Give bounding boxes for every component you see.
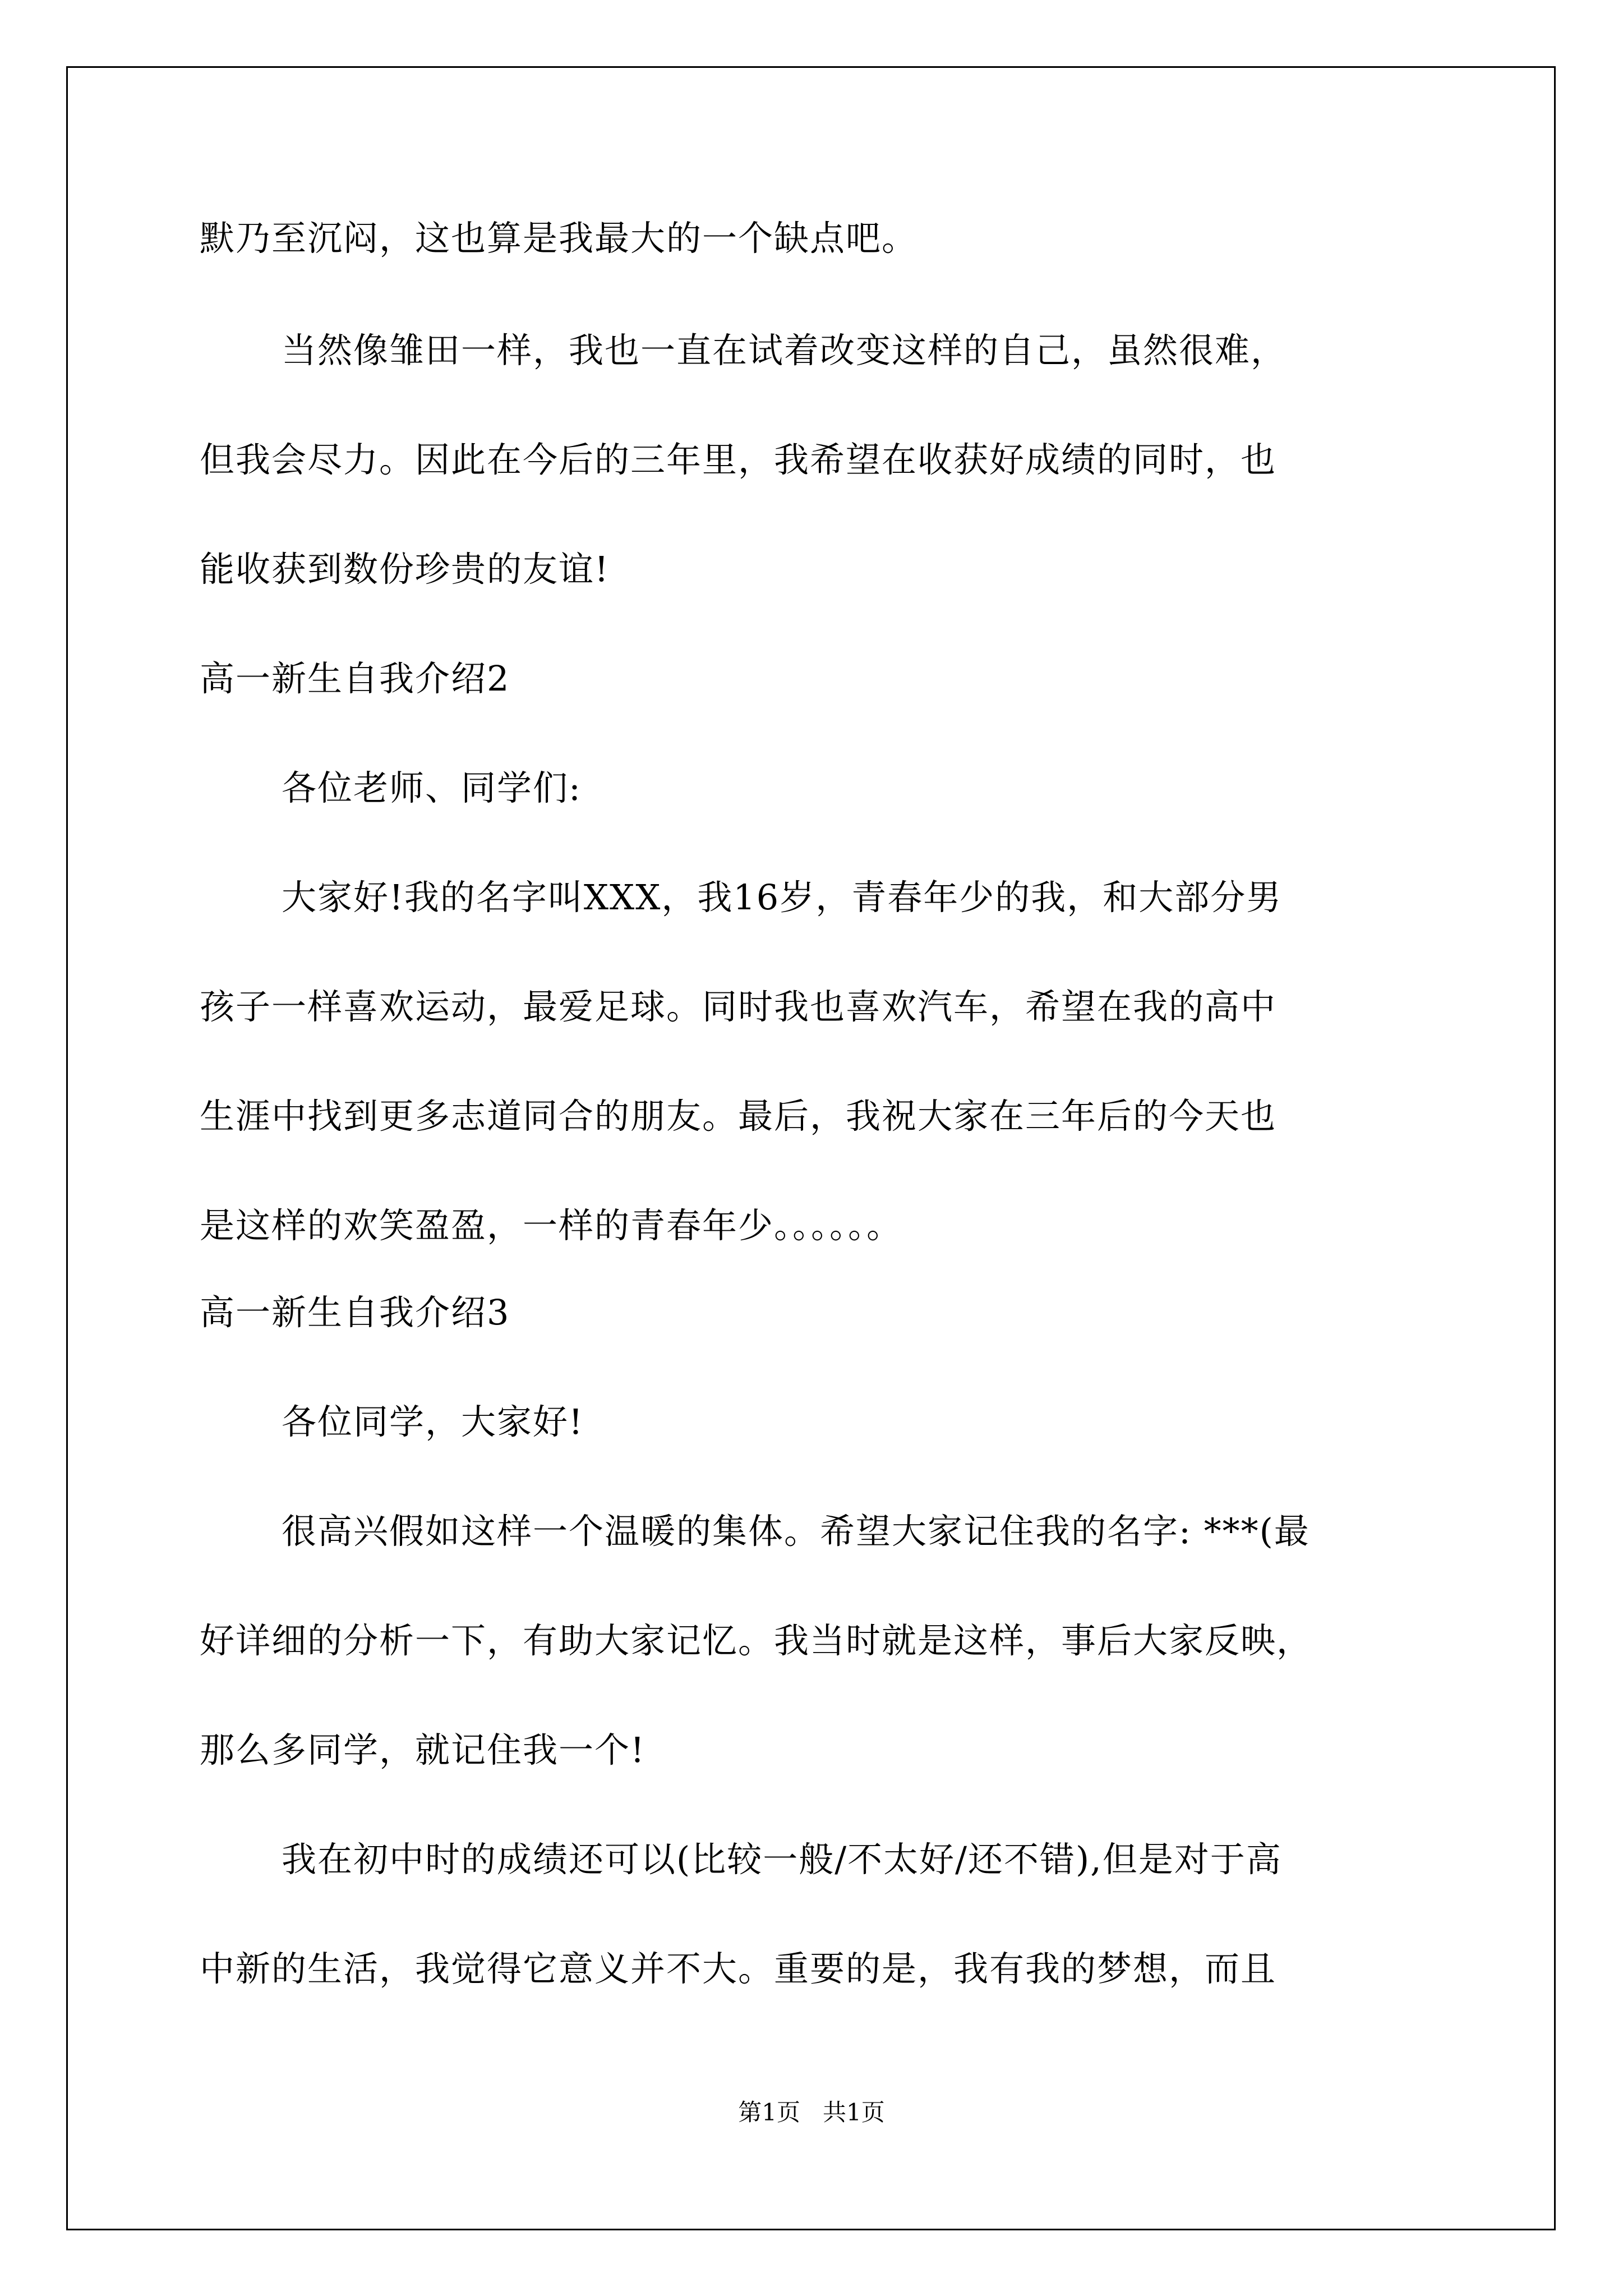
paragraph-line: 生涯中找到更多志道同合的朋友。最后，我祝大家在三年后的今天也 bbox=[200, 1096, 1277, 1137]
paragraph-line: 当然像雏田一样，我也一直在试着改变这样的自己，虽然很难， bbox=[282, 330, 1287, 371]
paragraph-line: 孩子一样喜欢运动，最爱足球。同时我也喜欢汽车，希望在我的高中 bbox=[200, 986, 1277, 1027]
paragraph-line: 各位同学，大家好! bbox=[282, 1401, 584, 1442]
paragraph-line: 能收获到数份珍贵的友谊! bbox=[200, 549, 610, 590]
paragraph-line: 大家好!我的名字叫XXX，我16岁，青春年少的我，和大部分男 bbox=[282, 877, 1283, 918]
paragraph-line: 默乃至沉闷，这也算是我最大的一个缺点吧。 bbox=[200, 218, 918, 259]
paragraph-line: 那么多同学，就记住我一个! bbox=[200, 1729, 645, 1770]
paragraph-line: 是这样的欢笑盈盈，一样的青春年少。。。。。。 bbox=[200, 1205, 903, 1246]
paragraph-line: 各位老师、同学们: bbox=[282, 767, 582, 808]
paragraph-line: 我在初中时的成绩还可以(比较一般/不太好/还不错),但是对于高 bbox=[282, 1839, 1282, 1880]
paragraph-line: 好详细的分析一下，有助大家记忆。我当时就是这样，事后大家反映， bbox=[200, 1620, 1313, 1661]
paragraph-line: 很高兴假如这样一个温暖的集体。希望大家记住我的名字: ***(最 bbox=[282, 1511, 1310, 1552]
paragraph-line: 但我会尽力。因此在今后的三年里，我希望在收获好成绩的同时，也 bbox=[200, 439, 1277, 480]
page-border bbox=[66, 66, 1556, 2230]
section-heading: 高一新生自我介绍3 bbox=[200, 1292, 510, 1333]
section-heading: 高一新生自我介绍2 bbox=[200, 658, 510, 699]
page-number-footer: 第1页 共1页 bbox=[738, 2099, 885, 2126]
paragraph-line: 中新的生活，我觉得它意义并不大。重要的是，我有我的梦想，而且 bbox=[200, 1948, 1277, 1989]
